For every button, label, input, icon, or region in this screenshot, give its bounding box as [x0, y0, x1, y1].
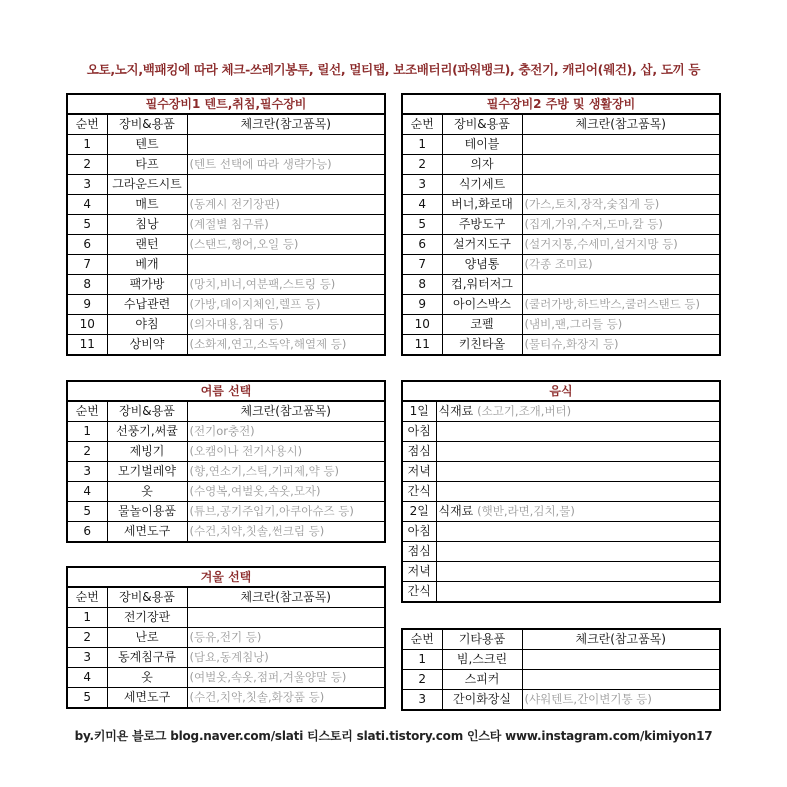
item-name: 키친타올 — [442, 335, 522, 356]
column-header-check: 체크란(참고품목) — [187, 401, 385, 422]
table-row — [67, 295, 385, 315]
item-name: 옷 — [107, 482, 187, 502]
item-name: 랜턴 — [107, 235, 187, 255]
check-cell[interactable]: (샤워텐트,간이변기통 등) — [522, 690, 720, 711]
check-cell[interactable] — [522, 135, 720, 155]
table-row — [402, 235, 720, 255]
table-row — [402, 462, 720, 482]
item-name: 양념통 — [442, 255, 522, 275]
item-name: 그라운드시트 — [107, 175, 187, 195]
check-cell[interactable]: (각종 조미료) — [522, 255, 720, 275]
check-cell[interactable] — [522, 670, 720, 690]
check-cell[interactable]: (수건,치약,칫솔,화장품 등) — [187, 688, 385, 709]
row-number: 1 — [402, 650, 442, 670]
row-number: 6 — [67, 522, 107, 543]
item-name: 침낭 — [107, 215, 187, 235]
check-cell[interactable]: (여벌옷,속옷,점퍼,겨울양말 등) — [187, 668, 385, 688]
misc-items-table — [401, 628, 721, 711]
table-row — [67, 462, 385, 482]
table-row — [67, 442, 385, 462]
table-row — [67, 422, 385, 442]
row-number: 4 — [67, 195, 107, 215]
food-entry-cell[interactable] — [436, 442, 720, 462]
check-cell[interactable]: (망치,비너,여분팩,스트링 등) — [187, 275, 385, 295]
item-name: 테이블 — [442, 135, 522, 155]
item-name: 난로 — [107, 628, 187, 648]
table-row — [67, 235, 385, 255]
food-entry-cell[interactable] — [436, 502, 720, 522]
row-number: 2 — [67, 628, 107, 648]
food-entry-cell[interactable] — [436, 482, 720, 502]
table-title: 겨울 선택 — [67, 567, 385, 587]
column-header-check: 체크란(참고품목) — [522, 629, 720, 650]
table-row — [402, 690, 720, 711]
row-number: 9 — [67, 295, 107, 315]
table-row — [402, 542, 720, 562]
table-row — [402, 650, 720, 670]
row-number: 3 — [402, 690, 442, 711]
table-row — [67, 482, 385, 502]
row-number: 1 — [67, 608, 107, 628]
check-cell[interactable]: (수건,치약,칫솔,썬크림 등) — [187, 522, 385, 543]
item-name: 식기세트 — [442, 175, 522, 195]
table-row — [402, 315, 720, 335]
food-entry-cell[interactable] — [436, 522, 720, 542]
table-row — [402, 670, 720, 690]
item-name: 수납관련 — [107, 295, 187, 315]
check-cell[interactable]: (등유,전기 등) — [187, 628, 385, 648]
item-name: 세면도구 — [107, 522, 187, 543]
check-cell[interactable] — [522, 155, 720, 175]
row-number: 2 — [402, 670, 442, 690]
check-cell[interactable]: (향,연소기,스틱,기피제,약 등) — [187, 462, 385, 482]
item-name: 물놀이용품 — [107, 502, 187, 522]
row-number: 3 — [67, 462, 107, 482]
check-cell[interactable]: (가방,데이지체인,렐프 등) — [187, 295, 385, 315]
table-title: 필수장비2 주방 및 생활장비 — [402, 94, 720, 114]
row-number: 5 — [67, 502, 107, 522]
food-entry-cell[interactable] — [436, 582, 720, 603]
column-header-item: 장비&용품 — [107, 114, 187, 135]
column-header-item: 장비&용품 — [442, 114, 522, 135]
table-row — [67, 608, 385, 628]
row-number: 10 — [67, 315, 107, 335]
row-number: 6 — [67, 235, 107, 255]
item-name: 전기장판 — [107, 608, 187, 628]
check-cell[interactable] — [187, 608, 385, 628]
food-entry-cell[interactable] — [436, 542, 720, 562]
check-cell[interactable] — [187, 135, 385, 155]
row-number: 1 — [67, 422, 107, 442]
check-cell[interactable]: (소화제,연고,소독약,해열제 등) — [187, 335, 385, 356]
table-row — [67, 195, 385, 215]
food-table — [401, 380, 721, 603]
essential-gear-1-table — [66, 93, 386, 356]
column-header-num: 순번 — [402, 629, 442, 650]
check-cell[interactable]: (물티슈,화장지 등) — [522, 335, 720, 356]
check-cell[interactable]: (집게,가위,수저,도마,칼 등) — [522, 215, 720, 235]
ingredient-label: 식재료 — [438, 404, 474, 418]
check-cell[interactable]: (튜브,공기주입기,아쿠아슈즈 등) — [187, 502, 385, 522]
check-cell[interactable] — [522, 650, 720, 670]
food-entry-cell[interactable] — [436, 462, 720, 482]
check-cell[interactable]: (쿨러가방,하드박스,쿨러스탠드 등) — [522, 295, 720, 315]
column-header-item: 장비&용품 — [107, 587, 187, 608]
header-note: 오토,노지,백패킹에 따라 체크-쓰레기봉투, 릴선, 멀티탭, 보조배터리(파워뱅크), 충전기, 캐리어(웨건), 삽, 도끼 등 — [86, 62, 701, 77]
column-header-check: 체크란(참고품목) — [522, 114, 720, 135]
check-cell[interactable]: (의자대용,침대 등) — [187, 315, 385, 335]
check-cell[interactable] — [187, 255, 385, 275]
item-name: 설거지도구 — [442, 235, 522, 255]
winter-options-table — [66, 566, 386, 709]
meal-label: 저녁 — [402, 562, 436, 582]
table-row — [67, 668, 385, 688]
table-row — [402, 135, 720, 155]
row-number: 9 — [402, 295, 442, 315]
table-row — [402, 522, 720, 542]
check-cell[interactable] — [187, 175, 385, 195]
item-name: 아이스박스 — [442, 295, 522, 315]
table-row — [67, 315, 385, 335]
table-row — [402, 195, 720, 215]
row-number: 3 — [67, 648, 107, 668]
table-row — [402, 215, 720, 235]
item-name: 세면도구 — [107, 688, 187, 709]
item-name: 의자 — [442, 155, 522, 175]
meal-label: 점심 — [402, 542, 436, 562]
item-name: 팩가방 — [107, 275, 187, 295]
item-name: 간이화장실 — [442, 690, 522, 711]
item-name: 컵,워터저그 — [442, 275, 522, 295]
row-number: 11 — [67, 335, 107, 356]
row-number: 5 — [67, 688, 107, 709]
ingredient-reference: (햇반,라면,김치,물) — [477, 504, 575, 518]
table-row — [67, 502, 385, 522]
row-number: 2 — [402, 155, 442, 175]
item-name: 베개 — [107, 255, 187, 275]
food-entry-cell[interactable] — [436, 401, 720, 422]
table-row — [402, 502, 720, 522]
meal-label: 2일 — [402, 502, 436, 522]
column-header-item: 장비&용품 — [107, 401, 187, 422]
table-row — [402, 482, 720, 502]
table-row — [402, 255, 720, 275]
column-header-check: 체크란(참고품목) — [187, 114, 385, 135]
check-cell[interactable]: (설거지통,수세미,설거지망 등) — [522, 235, 720, 255]
column-header-num: 순번 — [67, 587, 107, 608]
row-number: 4 — [67, 668, 107, 688]
table-row — [67, 628, 385, 648]
item-name: 모기벌레약 — [107, 462, 187, 482]
check-cell[interactable]: (냄비,팬,그리들 등) — [522, 315, 720, 335]
check-cell[interactable]: (담요,동계침낭) — [187, 648, 385, 668]
row-number: 5 — [402, 215, 442, 235]
table-row — [402, 155, 720, 175]
table-row — [67, 175, 385, 195]
check-cell[interactable]: (전기or충전) — [187, 422, 385, 442]
item-name: 스피커 — [442, 670, 522, 690]
item-name: 주방도구 — [442, 215, 522, 235]
column-header-num: 순번 — [67, 401, 107, 422]
table-title: 음식 — [402, 381, 720, 401]
table-row — [67, 335, 385, 356]
row-number: 4 — [67, 482, 107, 502]
table-row — [402, 562, 720, 582]
table-row — [402, 582, 720, 603]
table-row — [402, 295, 720, 315]
item-name: 타프 — [107, 155, 187, 175]
check-cell[interactable]: (가스,토치,장작,숯집게 등) — [522, 195, 720, 215]
table-row — [67, 255, 385, 275]
check-cell[interactable]: (수영복,여벌옷,속옷,모자) — [187, 482, 385, 502]
table-title: 필수장비1 텐트,취침,필수장비 — [67, 94, 385, 114]
row-number: 1 — [67, 135, 107, 155]
food-entry-cell[interactable] — [436, 562, 720, 582]
item-name: 제빙기 — [107, 442, 187, 462]
row-number: 11 — [402, 335, 442, 356]
check-cell[interactable]: (스탠드,행어,오일 등) — [187, 235, 385, 255]
table-row — [67, 648, 385, 668]
row-number: 8 — [402, 275, 442, 295]
column-header-item: 기타용품 — [442, 629, 522, 650]
food-entry-cell[interactable] — [436, 422, 720, 442]
item-name: 선풍기,써큘 — [107, 422, 187, 442]
item-name: 매트 — [107, 195, 187, 215]
table-row — [402, 275, 720, 295]
item-name: 텐트 — [107, 135, 187, 155]
table-row — [402, 335, 720, 356]
table-row — [402, 422, 720, 442]
row-number: 3 — [67, 175, 107, 195]
ingredient-label: 식재료 — [438, 504, 474, 518]
item-name: 옷 — [107, 668, 187, 688]
column-header-num: 순번 — [67, 114, 107, 135]
table-title: 여름 선택 — [67, 381, 385, 401]
table-row — [67, 522, 385, 543]
row-number: 4 — [402, 195, 442, 215]
row-number: 1 — [402, 135, 442, 155]
footer-credits: by.키미욘 블로그 blog.naver.com/slati 티스토리 slati.tistory.com 인스타 www.instagram.com/kimiyon17 — [74, 729, 713, 743]
meal-label: 점심 — [402, 442, 436, 462]
essential-gear-2-table — [401, 93, 721, 356]
item-name: 버너,화로대 — [442, 195, 522, 215]
item-name: 상비약 — [107, 335, 187, 356]
row-number: 2 — [67, 155, 107, 175]
table-row — [402, 175, 720, 195]
row-number: 3 — [402, 175, 442, 195]
table-row — [67, 155, 385, 175]
check-cell[interactable] — [522, 175, 720, 195]
row-number: 6 — [402, 235, 442, 255]
item-name: 야침 — [107, 315, 187, 335]
meal-label: 1일 — [402, 401, 436, 422]
column-header-check: 체크란(참고품목) — [187, 587, 385, 608]
row-number: 10 — [402, 315, 442, 335]
table-row — [67, 688, 385, 709]
check-cell[interactable]: (동계시 전기장판) — [187, 195, 385, 215]
table-row — [67, 275, 385, 295]
row-number: 7 — [67, 255, 107, 275]
table-row — [67, 135, 385, 155]
column-header-num: 순번 — [402, 114, 442, 135]
table-row — [402, 401, 720, 422]
item-name: 코펠 — [442, 315, 522, 335]
check-cell[interactable]: (오캠이나 전기사용시) — [187, 442, 385, 462]
row-number: 8 — [67, 275, 107, 295]
row-number: 5 — [67, 215, 107, 235]
row-number: 7 — [402, 255, 442, 275]
item-name: 빔,스크린 — [442, 650, 522, 670]
summer-options-table — [66, 380, 386, 543]
check-cell[interactable] — [522, 275, 720, 295]
ingredient-reference: (소고기,조개,버터) — [477, 404, 572, 418]
meal-label: 아침 — [402, 422, 436, 442]
check-cell[interactable]: (계절별 침구류) — [187, 215, 385, 235]
row-number: 2 — [67, 442, 107, 462]
item-name: 동계침구류 — [107, 648, 187, 668]
table-row — [67, 215, 385, 235]
table-row — [402, 442, 720, 462]
meal-label: 간식 — [402, 482, 436, 502]
check-cell[interactable]: (텐트 선택에 따라 생략가능) — [187, 155, 385, 175]
meal-label: 저녁 — [402, 462, 436, 482]
meal-label: 아침 — [402, 522, 436, 542]
meal-label: 간식 — [402, 582, 436, 603]
